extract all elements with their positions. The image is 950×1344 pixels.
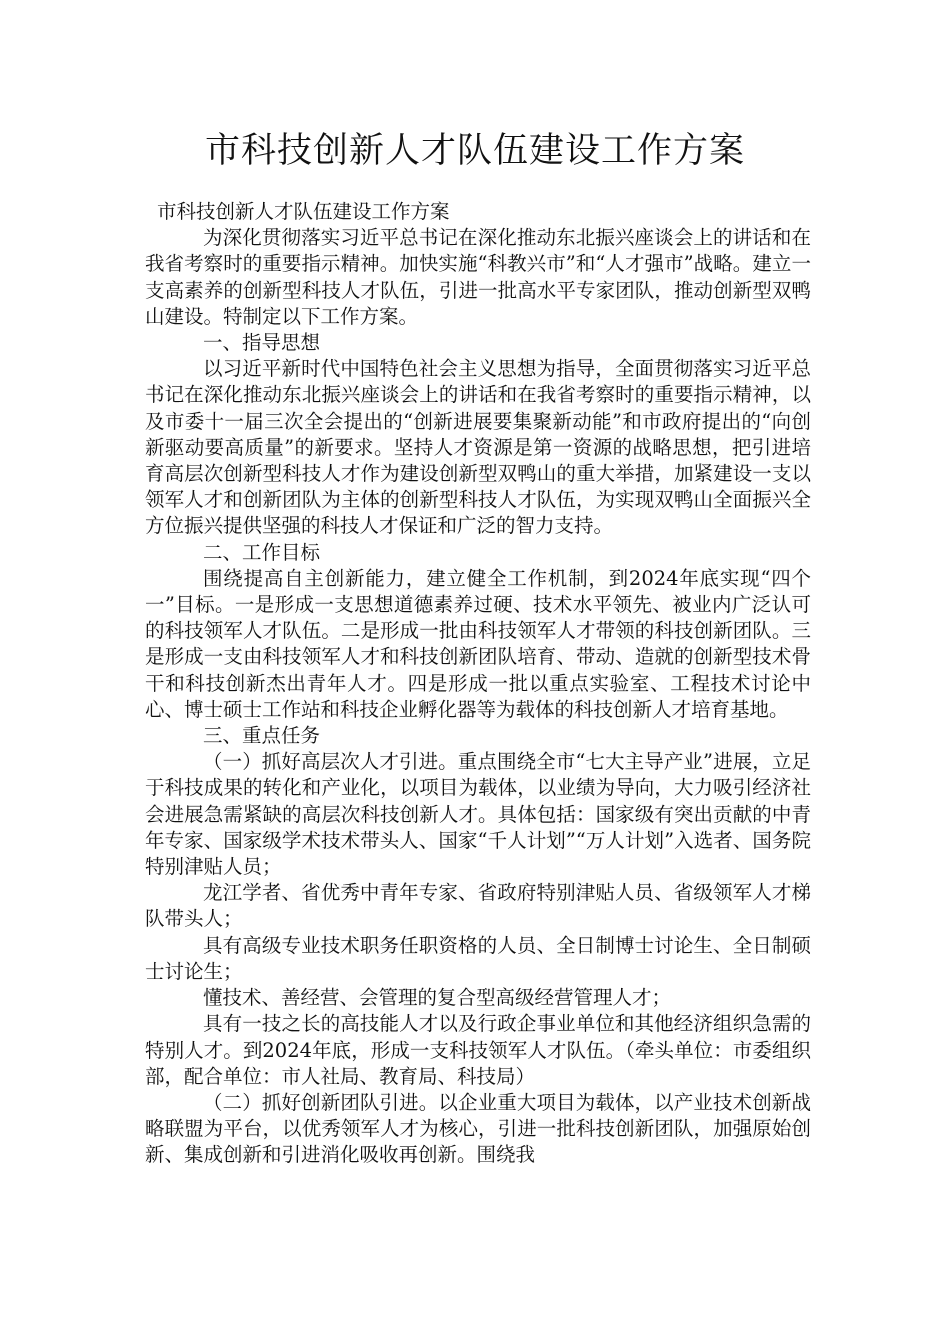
paragraph-intro: 为深化贯彻落实习近平总书记在深化推动东北振兴座谈会上的讲话和在我省考察时的重要指示精神。加快实施“科教兴市”和“人才强市”战略。建立一支高素养的创新型科技人才队伍，引进一批高水平专家团队，推动创新型双鸭山建设。特制定以下工作方案。: [145, 226, 811, 328]
paragraph-task-1: （一）抓好高层次人才引进。重点围绕全市“七大主导产业”进展，立足于科技成果的转化和产业化，以项目为载体，以业绩为导向，大力吸引经济社会进展急需紧缺的高层次科技创新人才。具体包括：国家级有突出贡献的中青年专家、国家级学术技术带头人、国家“千人计划”“万人计划”入选者、国务院特别津贴人员；: [145, 750, 811, 879]
paragraph-task-1-item-4: 懂技术、善经营、会管理的复合型高级经营管理人才；: [203, 986, 672, 1010]
section-heading-guiding-ideology: 一、指导思想: [203, 331, 321, 355]
document-subtitle: 市科技创新人才队伍建设工作方案: [157, 200, 450, 223]
paragraph-task-1-item-2: 龙江学者、省优秀中青年专家、省政府特别津贴人员、省级领军人才梯队带头人；: [145, 881, 811, 931]
paragraph-work-goals: 围绕提高自主创新能力，建立健全工作机制，到2024年底实现“四个一”目标。一是形成一支思想道德素养过硬、技术水平领先、被业内广泛认可的科技领军人才队伍。二是形成一批由科技领军人才带领的科技创新团队。三是形成一支由科技领军人才和科技创新团队培育、带动、造就的创新型技术骨干和科技创新杰出青年人才。四是形成一批以重点实验室、工程技术讨论中心、博士硕士工作站和科技企业孵化器等为载体的科技创新人才培育基地。: [145, 566, 811, 721]
paragraph-guiding-ideology: 以习近平新时代中国特色社会主义思想为指导，全面贯彻落实习近平总书记在深化推动东北振兴座谈会上的讲话和在我省考察时的重要指示精神，以及市委十一届三次全会提出的“创新进展要集聚新动能”和市政府提出的“向创新驱动要高质量”的新要求。坚持人才资源是第一资源的战略思想，把引进培育高层次创新型科技人才作为建设创新型双鸭山的重大举措，加紧建设一支以领军人才和创新团队为主体的创新型科技人才队伍，为实现双鸭山全面振兴全方位振兴提供坚强的科技人才保证和广泛的智力支持。: [145, 357, 811, 538]
paragraph-task-1-item-5: 具有一技之长的高技能人才以及行政企事业单位和其他经济组织急需的特别人才。到2024年底，形成一支科技领军人才队伍。（牵头单位：市委组织部，配合单位：市人社局、教育局、科技局）: [145, 1012, 811, 1088]
section-heading-key-tasks: 三、重点任务: [203, 724, 321, 748]
document-title: 市科技创新人才队伍建设工作方案: [204, 131, 745, 171]
paragraph-task-1-item-3: 具有高级专业技术职务任职资格的人员、全日制博士讨论生、全日制硕士讨论生；: [145, 933, 811, 983]
document-body: [145, 199, 811, 1169]
section-heading-work-goals: 二、工作目标: [203, 540, 321, 564]
paragraph-task-2: （二）抓好创新团队引进。以企业重大项目为载体，以产业技术创新战略联盟为平台，以优秀领军人才为核心，引进一批科技创新团队，加强原始创新、集成创新和引进消化吸收再创新。围绕我: [145, 1090, 811, 1167]
